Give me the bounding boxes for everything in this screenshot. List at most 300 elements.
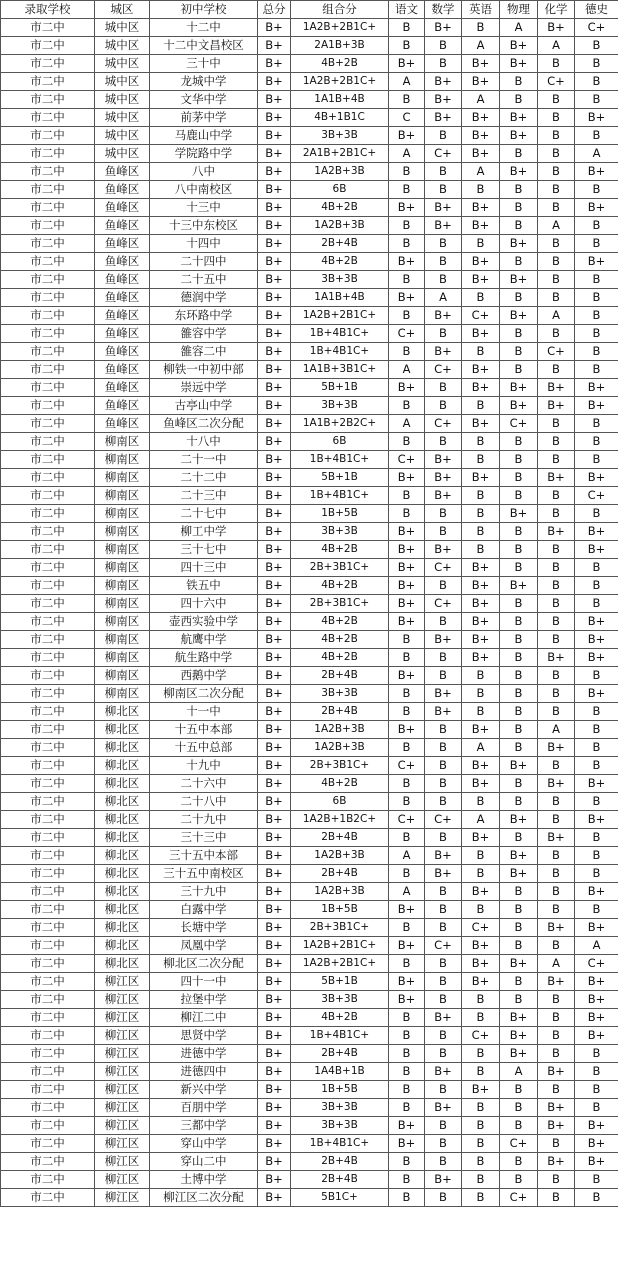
cell-physics: B+ <box>500 505 538 523</box>
cell-chinese: B <box>389 1027 425 1045</box>
cell-chemistry: B <box>538 163 575 181</box>
table-body <box>1 19 618 1207</box>
cell-district: 柳南区 <box>95 649 150 667</box>
cell-morality-history: B+ <box>575 397 618 415</box>
cell-district: 柳江区 <box>95 1117 150 1135</box>
cell-middle-school: 凤凰中学 <box>150 937 258 955</box>
cell-middle-school: 柳北区二次分配 <box>150 955 258 973</box>
table-row <box>1 181 618 199</box>
cell-district: 柳南区 <box>95 685 150 703</box>
cell-total: B+ <box>258 937 291 955</box>
table-row <box>1 793 618 811</box>
cell-chemistry: B <box>538 1189 575 1207</box>
cell-math: B+ <box>425 541 462 559</box>
table-row <box>1 631 618 649</box>
table-row <box>1 703 618 721</box>
cell-admission-school: 市二中 <box>1 307 95 325</box>
cell-middle-school: 十二中文昌校区 <box>150 37 258 55</box>
cell-morality-history: B+ <box>575 541 618 559</box>
cell-chinese: B <box>389 829 425 847</box>
cell-district: 城中区 <box>95 19 150 37</box>
cell-admission-school: 市二中 <box>1 577 95 595</box>
cell-chinese: A <box>389 415 425 433</box>
cell-chemistry: B <box>538 415 575 433</box>
cell-morality-history: B+ <box>575 1009 618 1027</box>
table-row <box>1 1135 618 1153</box>
table-row <box>1 1045 618 1063</box>
cell-district: 柳北区 <box>95 703 150 721</box>
cell-admission-school: 市二中 <box>1 433 95 451</box>
table-row <box>1 883 618 901</box>
cell-morality-history: B+ <box>575 523 618 541</box>
cell-chinese: B+ <box>389 289 425 307</box>
cell-english: B+ <box>462 73 500 91</box>
cell-chemistry: B <box>538 541 575 559</box>
cell-middle-school: 崇远中学 <box>150 379 258 397</box>
cell-total: B+ <box>258 361 291 379</box>
cell-admission-school: 市二中 <box>1 487 95 505</box>
cell-morality-history: B <box>575 73 618 91</box>
cell-middle-school: 二十三中 <box>150 487 258 505</box>
cell-physics: B+ <box>500 397 538 415</box>
cell-english: B <box>462 1189 500 1207</box>
cell-chinese: B <box>389 487 425 505</box>
cell-chemistry: B <box>538 199 575 217</box>
cell-physics: B <box>500 217 538 235</box>
cell-district: 城中区 <box>95 37 150 55</box>
cell-math: B+ <box>425 199 462 217</box>
cell-admission-school: 市二中 <box>1 1135 95 1153</box>
cell-total: B+ <box>258 109 291 127</box>
cell-admission-school: 市二中 <box>1 955 95 973</box>
cell-chemistry: B <box>538 181 575 199</box>
cell-english: B <box>462 865 500 883</box>
header-chemistry: 化学 <box>538 1 575 19</box>
cell-total: B+ <box>258 955 291 973</box>
cell-total: B+ <box>258 703 291 721</box>
cell-middle-school: 柳工中学 <box>150 523 258 541</box>
header-chinese: 语文 <box>389 1 425 19</box>
cell-morality-history: B+ <box>575 109 618 127</box>
cell-district: 鱼峰区 <box>95 343 150 361</box>
cell-morality-history: B <box>575 37 618 55</box>
cell-physics: B <box>500 361 538 379</box>
cell-middle-school: 进德中学 <box>150 1045 258 1063</box>
cell-chinese: C+ <box>389 757 425 775</box>
cell-chinese: A <box>389 883 425 901</box>
header-morality-history: 德史 <box>575 1 618 19</box>
cell-total: B+ <box>258 19 291 37</box>
cell-total: B+ <box>258 523 291 541</box>
cell-district: 城中区 <box>95 55 150 73</box>
cell-chinese: B+ <box>389 667 425 685</box>
table-row <box>1 577 618 595</box>
cell-combination: 2B+3B1C+ <box>291 595 389 613</box>
cell-math: B <box>425 127 462 145</box>
cell-admission-school: 市二中 <box>1 19 95 37</box>
cell-chemistry: B <box>538 1135 575 1153</box>
cell-middle-school: 东环路中学 <box>150 307 258 325</box>
cell-district: 柳北区 <box>95 793 150 811</box>
cell-chinese: B+ <box>389 937 425 955</box>
cell-chinese: A <box>389 145 425 163</box>
cell-middle-school: 航鹰中学 <box>150 631 258 649</box>
cell-chemistry: B+ <box>538 19 575 37</box>
cell-combination: 4B+2B <box>291 577 389 595</box>
cell-district: 柳北区 <box>95 757 150 775</box>
cell-combination: 1A2B+3B <box>291 721 389 739</box>
cell-morality-history: B <box>575 1099 618 1117</box>
cell-combination: 6B <box>291 793 389 811</box>
cell-english: B+ <box>462 937 500 955</box>
cell-combination: 1B+4B1C+ <box>291 1135 389 1153</box>
cell-chinese: B+ <box>389 991 425 1009</box>
cell-middle-school: 二十二中 <box>150 469 258 487</box>
cell-total: B+ <box>258 883 291 901</box>
cell-english: B+ <box>462 595 500 613</box>
cell-math: B+ <box>425 865 462 883</box>
cell-morality-history: B <box>575 793 618 811</box>
cell-total: B+ <box>258 1135 291 1153</box>
cell-combination: 2A1B+2B1C+ <box>291 145 389 163</box>
cell-combination: 4B+2B <box>291 631 389 649</box>
cell-physics: B+ <box>500 109 538 127</box>
cell-morality-history: B <box>575 361 618 379</box>
cell-physics: B <box>500 883 538 901</box>
cell-combination: 1A2B+2B1C+ <box>291 19 389 37</box>
cell-total: B+ <box>258 1045 291 1063</box>
cell-middle-school: 八中 <box>150 163 258 181</box>
cell-district: 柳北区 <box>95 721 150 739</box>
cell-admission-school: 市二中 <box>1 1009 95 1027</box>
cell-chemistry: B+ <box>538 649 575 667</box>
cell-chemistry: B <box>538 667 575 685</box>
table-row <box>1 199 618 217</box>
cell-combination: 1A2B+2B1C+ <box>291 73 389 91</box>
cell-district: 城中区 <box>95 127 150 145</box>
table-row <box>1 253 618 271</box>
cell-physics: B <box>500 199 538 217</box>
cell-total: B+ <box>258 1063 291 1081</box>
cell-physics: B <box>500 703 538 721</box>
cell-admission-school: 市二中 <box>1 199 95 217</box>
cell-chemistry: B+ <box>538 973 575 991</box>
cell-total: B+ <box>258 973 291 991</box>
cell-chemistry: B <box>538 361 575 379</box>
cell-district: 柳江区 <box>95 1009 150 1027</box>
cell-chemistry: B+ <box>538 523 575 541</box>
cell-chinese: B <box>389 1063 425 1081</box>
cell-morality-history: B+ <box>575 631 618 649</box>
cell-morality-history: B <box>575 433 618 451</box>
cell-chinese: B <box>389 1153 425 1171</box>
cell-admission-school: 市二中 <box>1 1171 95 1189</box>
cell-total: B+ <box>258 685 291 703</box>
cell-english: B+ <box>462 613 500 631</box>
cell-district: 柳江区 <box>95 973 150 991</box>
cell-district: 柳北区 <box>95 811 150 829</box>
cell-math: B <box>425 1189 462 1207</box>
header-row <box>1 1 618 19</box>
cell-english: B <box>462 181 500 199</box>
cell-admission-school: 市二中 <box>1 937 95 955</box>
cell-combination: 2B+3B1C+ <box>291 919 389 937</box>
cell-english: B+ <box>462 109 500 127</box>
cell-math: B <box>425 667 462 685</box>
cell-combination: 4B+2B <box>291 775 389 793</box>
cell-total: B+ <box>258 145 291 163</box>
cell-combination: 1A2B+2B1C+ <box>291 307 389 325</box>
cell-physics: C+ <box>500 415 538 433</box>
cell-english: B <box>462 1153 500 1171</box>
cell-physics: B <box>500 721 538 739</box>
cell-physics: B <box>500 145 538 163</box>
cell-chemistry: B <box>538 595 575 613</box>
cell-admission-school: 市二中 <box>1 289 95 307</box>
cell-chinese: B <box>389 685 425 703</box>
cell-combination: 1A1B+2B2C+ <box>291 415 389 433</box>
cell-total: B+ <box>258 1153 291 1171</box>
cell-english: B <box>462 1135 500 1153</box>
cell-math: B <box>425 829 462 847</box>
cell-total: B+ <box>258 55 291 73</box>
cell-combination: 1B+4B1C+ <box>291 487 389 505</box>
cell-total: B+ <box>258 631 291 649</box>
cell-middle-school: 二十六中 <box>150 775 258 793</box>
cell-admission-school: 市二中 <box>1 793 95 811</box>
cell-physics: B <box>500 1117 538 1135</box>
cell-district: 鱼峰区 <box>95 361 150 379</box>
table-row <box>1 307 618 325</box>
cell-math: B+ <box>425 73 462 91</box>
cell-district: 鱼峰区 <box>95 289 150 307</box>
cell-chinese: B+ <box>389 595 425 613</box>
table-row <box>1 1153 618 1171</box>
cell-combination: 1A1B+4B <box>291 289 389 307</box>
cell-chinese: B <box>389 19 425 37</box>
cell-admission-school: 市二中 <box>1 919 95 937</box>
cell-district: 柳江区 <box>95 1063 150 1081</box>
cell-combination: 2A1B+3B <box>291 37 389 55</box>
cell-english: B+ <box>462 55 500 73</box>
cell-middle-school: 四十六中 <box>150 595 258 613</box>
cell-middle-school: 铁五中 <box>150 577 258 595</box>
cell-math: B <box>425 325 462 343</box>
cell-chemistry: B <box>538 559 575 577</box>
cell-total: B+ <box>258 649 291 667</box>
cell-chemistry: B <box>538 505 575 523</box>
cell-combination: 4B+2B <box>291 199 389 217</box>
cell-chinese: B <box>389 1189 425 1207</box>
cell-morality-history: B+ <box>575 163 618 181</box>
cell-english: B <box>462 289 500 307</box>
cell-math: B <box>425 55 462 73</box>
cell-english: B+ <box>462 361 500 379</box>
cell-morality-history: B+ <box>575 883 618 901</box>
cell-chemistry: B+ <box>538 469 575 487</box>
cell-physics: B <box>500 937 538 955</box>
cell-math: C+ <box>425 595 462 613</box>
cell-math: B <box>425 1045 462 1063</box>
cell-district: 鱼峰区 <box>95 307 150 325</box>
cell-chemistry: A <box>538 37 575 55</box>
cell-physics: B+ <box>500 55 538 73</box>
cell-combination: 2B+4B <box>291 703 389 721</box>
cell-admission-school: 市二中 <box>1 631 95 649</box>
cell-district: 柳江区 <box>95 1027 150 1045</box>
cell-middle-school: 二十八中 <box>150 793 258 811</box>
cell-english: B <box>462 685 500 703</box>
cell-total: B+ <box>258 1117 291 1135</box>
cell-physics: B <box>500 667 538 685</box>
cell-district: 鱼峰区 <box>95 415 150 433</box>
cell-chemistry: B+ <box>538 829 575 847</box>
cell-morality-history: B <box>575 829 618 847</box>
cell-english: B+ <box>462 415 500 433</box>
cell-admission-school: 市二中 <box>1 55 95 73</box>
cell-chemistry: C+ <box>538 73 575 91</box>
cell-total: B+ <box>258 595 291 613</box>
cell-physics: B+ <box>500 379 538 397</box>
cell-morality-history: B+ <box>575 253 618 271</box>
cell-middle-school: 西鹅中学 <box>150 667 258 685</box>
cell-chemistry: B <box>538 253 575 271</box>
cell-district: 柳江区 <box>95 1189 150 1207</box>
cell-math: B <box>425 883 462 901</box>
cell-math: B <box>425 1117 462 1135</box>
cell-chemistry: B <box>538 289 575 307</box>
cell-district: 柳江区 <box>95 1099 150 1117</box>
cell-total: B+ <box>258 289 291 307</box>
cell-chemistry: B <box>538 613 575 631</box>
cell-total: B+ <box>258 667 291 685</box>
cell-physics: B <box>500 451 538 469</box>
cell-total: B+ <box>258 1081 291 1099</box>
cell-district: 柳江区 <box>95 991 150 1009</box>
cell-morality-history: B <box>575 847 618 865</box>
cell-chemistry: B <box>538 433 575 451</box>
table-row <box>1 433 618 451</box>
cell-morality-history: B <box>575 667 618 685</box>
cell-total: B+ <box>258 541 291 559</box>
cell-math: B <box>425 163 462 181</box>
cell-morality-history: B+ <box>575 919 618 937</box>
cell-district: 柳江区 <box>95 1045 150 1063</box>
cell-combination: 1A1B+3B1C+ <box>291 361 389 379</box>
table-row <box>1 1027 618 1045</box>
cell-physics: B+ <box>500 955 538 973</box>
cell-english: B+ <box>462 253 500 271</box>
cell-english: B+ <box>462 577 500 595</box>
cell-total: B+ <box>258 217 291 235</box>
cell-physics: B+ <box>500 235 538 253</box>
cell-english: B+ <box>462 325 500 343</box>
cell-middle-school: 十二中 <box>150 19 258 37</box>
cell-chemistry: B <box>538 577 575 595</box>
cell-total: B+ <box>258 1009 291 1027</box>
cell-district: 柳江区 <box>95 1135 150 1153</box>
cell-physics: B <box>500 973 538 991</box>
cell-chemistry: B <box>538 1009 575 1027</box>
cell-admission-school: 市二中 <box>1 685 95 703</box>
cell-chemistry: B <box>538 703 575 721</box>
cell-physics: B <box>500 775 538 793</box>
cell-middle-school: 马鹿山中学 <box>150 127 258 145</box>
cell-math: B+ <box>425 91 462 109</box>
cell-morality-history: B <box>575 739 618 757</box>
cell-chinese: B <box>389 919 425 937</box>
cell-admission-school: 市二中 <box>1 559 95 577</box>
cell-math: B <box>425 1153 462 1171</box>
cell-math: B <box>425 271 462 289</box>
cell-district: 柳南区 <box>95 541 150 559</box>
cell-physics: B+ <box>500 1027 538 1045</box>
cell-middle-school: 三十五中南校区 <box>150 865 258 883</box>
cell-english: A <box>462 163 500 181</box>
cell-chinese: B+ <box>389 1117 425 1135</box>
cell-morality-history: B+ <box>575 379 618 397</box>
cell-physics: B+ <box>500 811 538 829</box>
cell-chemistry: B <box>538 1027 575 1045</box>
cell-combination: 5B1C+ <box>291 1189 389 1207</box>
table-row <box>1 595 618 613</box>
cell-morality-history: B+ <box>575 973 618 991</box>
cell-physics: B+ <box>500 307 538 325</box>
cell-chinese: B+ <box>389 199 425 217</box>
cell-physics: B <box>500 649 538 667</box>
cell-chinese: B <box>389 181 425 199</box>
cell-english: A <box>462 91 500 109</box>
table-row <box>1 505 618 523</box>
cell-admission-school: 市二中 <box>1 721 95 739</box>
cell-english: B <box>462 505 500 523</box>
cell-combination: 1B+4B1C+ <box>291 1027 389 1045</box>
cell-district: 柳北区 <box>95 739 150 757</box>
table-row <box>1 667 618 685</box>
cell-physics: B <box>500 1171 538 1189</box>
cell-chemistry: B <box>538 1045 575 1063</box>
cell-math: B+ <box>425 487 462 505</box>
table-row <box>1 541 618 559</box>
cell-morality-history: B <box>575 91 618 109</box>
cell-middle-school: 三都中学 <box>150 1117 258 1135</box>
cell-chinese: B+ <box>389 973 425 991</box>
cell-physics: B <box>500 343 538 361</box>
cell-chinese: B <box>389 739 425 757</box>
table-row <box>1 19 618 37</box>
cell-morality-history: B <box>575 325 618 343</box>
cell-chemistry: B <box>538 145 575 163</box>
cell-total: B+ <box>258 505 291 523</box>
cell-combination: 1B+4B1C+ <box>291 343 389 361</box>
header-total: 总分 <box>258 1 291 19</box>
table-row <box>1 235 618 253</box>
cell-combination: 2B+4B <box>291 1045 389 1063</box>
cell-total: B+ <box>258 1099 291 1117</box>
cell-chemistry: B <box>538 847 575 865</box>
cell-admission-school: 市二中 <box>1 883 95 901</box>
cell-combination: 4B+2B <box>291 649 389 667</box>
cell-total: B+ <box>258 847 291 865</box>
cell-admission-school: 市二中 <box>1 271 95 289</box>
cell-district: 柳北区 <box>95 937 150 955</box>
cell-combination: 3B+3B <box>291 397 389 415</box>
cell-physics: B+ <box>500 127 538 145</box>
cell-combination: 3B+3B <box>291 991 389 1009</box>
cell-morality-history: B <box>575 217 618 235</box>
cell-chinese: B+ <box>389 55 425 73</box>
cell-district: 柳南区 <box>95 523 150 541</box>
